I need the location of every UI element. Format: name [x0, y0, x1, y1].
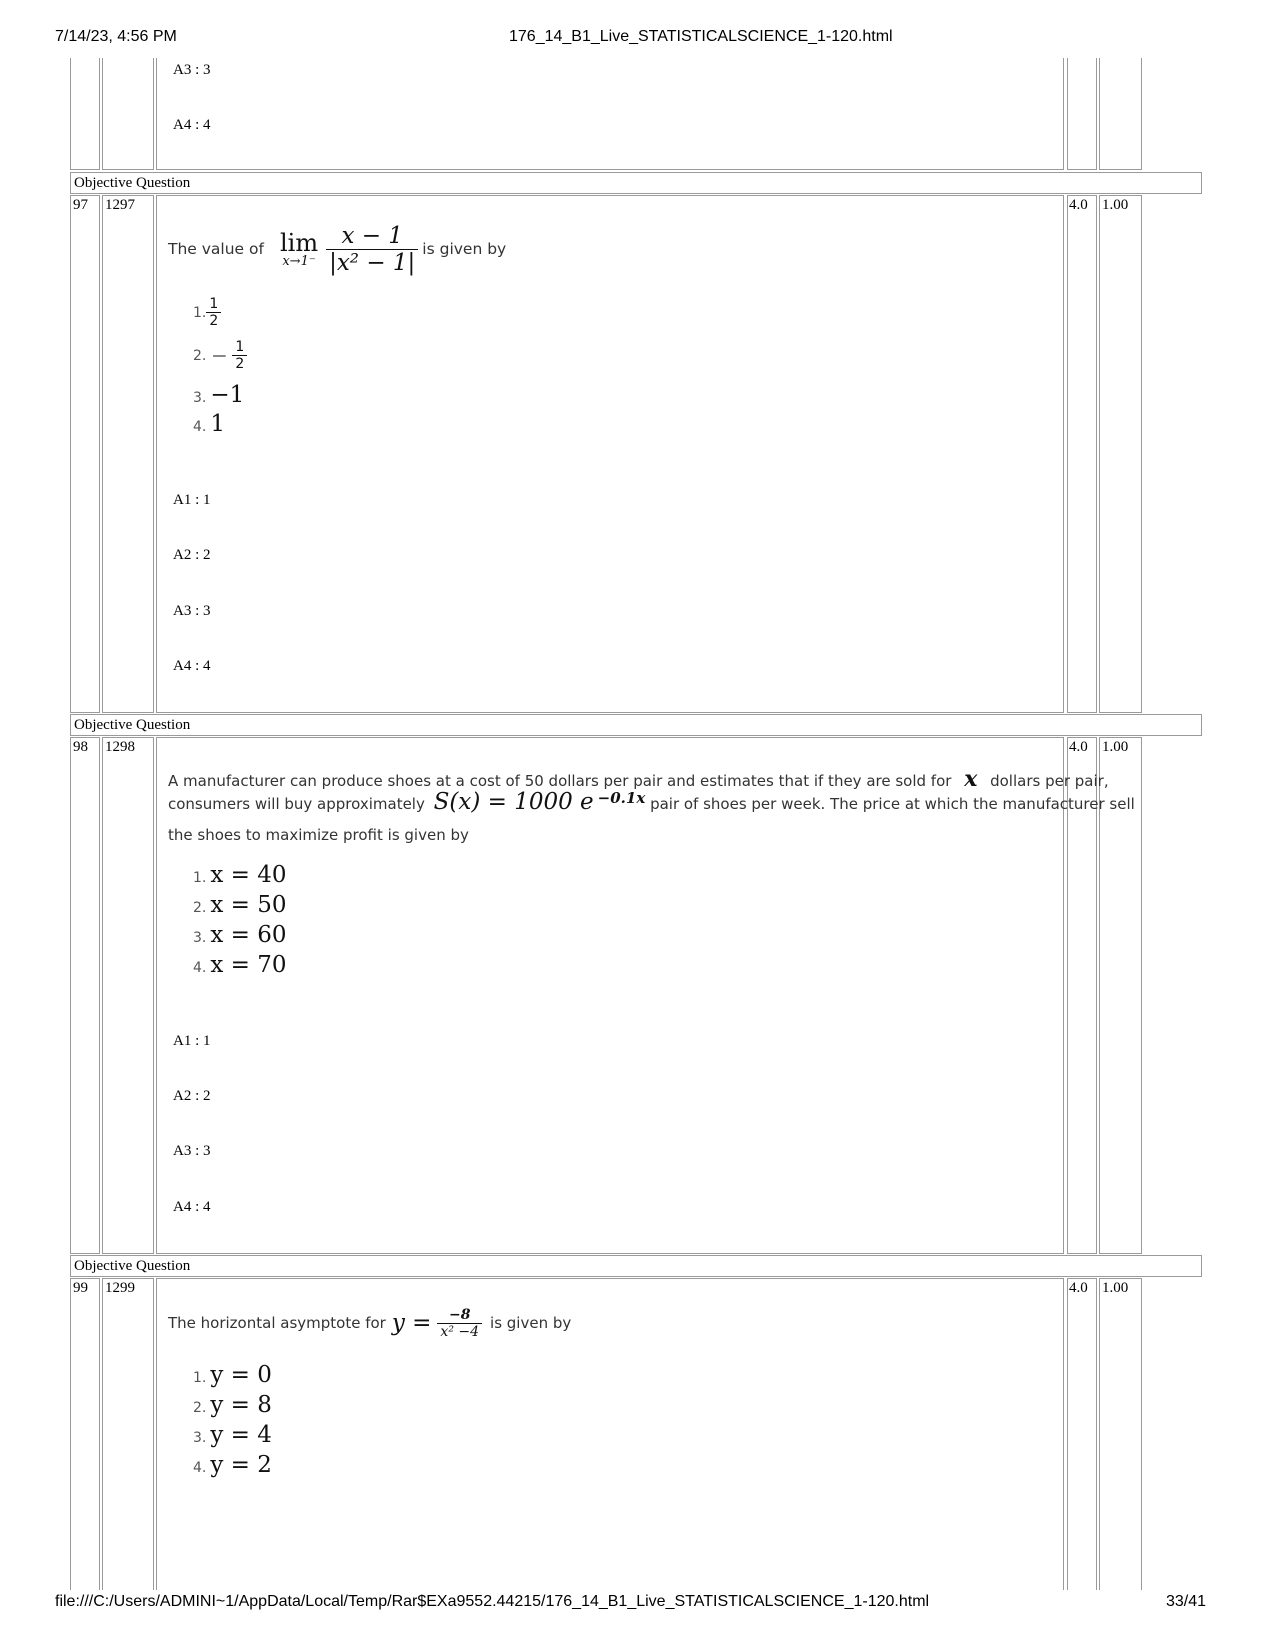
negative-marks: 1.00 — [1102, 197, 1129, 213]
option-2: 2. y = 8 — [193, 1392, 272, 1418]
marks: 4.0 — [1069, 1280, 1088, 1296]
option-2: 2. — $\frac{1}{2}$ — [193, 339, 247, 372]
option-1: 1. y = 0 — [193, 1362, 272, 1388]
answer-key: A2 : 2 — [173, 1088, 211, 1104]
answer-key: A2 : 2 — [173, 547, 211, 563]
limit-fraction: $\frac{x - 1}{\text{|x² − 1|}}$ — [326, 223, 418, 276]
answer-key: A3 : 3 — [173, 603, 211, 619]
limit-operator: lim x→1⁻ — [279, 228, 319, 269]
asymptote-fraction: $\frac{-8}{\text{x² −4}}$ — [437, 1307, 482, 1340]
option-4: 4. y = 2 — [193, 1452, 272, 1478]
option-1: 1. $\frac{1}{2}$ — [193, 296, 221, 329]
answer-key: A1 : 1 — [173, 1033, 211, 1049]
answer-key: A4 : 4 — [173, 117, 211, 133]
option-3: 3. −1 — [193, 382, 245, 408]
question-id: 1297 — [105, 197, 135, 213]
serial-number: 98 — [73, 739, 88, 755]
print-page-number: 33/41 — [1166, 1593, 1207, 1610]
question-text-line-1: A manufacturer can produce shoes at a cost of 50 dollars per pair and estimates that if they are sold for x dollars per pair, — [168, 766, 1109, 792]
negative-marks: 1.00 — [1102, 739, 1129, 755]
question-text: The value of lim x→1⁻ $\frac{x - 1}{\text{|x² − 1|}}$ is given by — [168, 222, 507, 276]
section-label: Objective Question — [70, 714, 1202, 736]
section-label: Objective Question — [70, 172, 1202, 194]
question-text: The horizontal asymptote for y = $\frac{-8}{\text{x² −4}}$ is given by — [168, 1306, 572, 1340]
answer-key: A4 : 4 — [173, 658, 211, 674]
option-2: 2. x = 50 — [193, 892, 287, 918]
negative-marks: 1.00 — [1102, 1280, 1129, 1296]
print-file-path: file:///C:/Users/ADMINI~1/AppData/Local/Temp/Rar$EXa9552.44215/176_14_B1_Live_STATISTICALSCIENCE_1-120.html — [55, 1593, 930, 1610]
section-label: Objective Question — [70, 1255, 1202, 1277]
marks: 4.0 — [1069, 197, 1088, 213]
option-3: 3. y = 4 — [193, 1422, 272, 1448]
option-1: 1. x = 40 — [193, 862, 287, 888]
print-doc-title: 176_14_B1_Live_STATISTICALSCIENCE_1-120.html — [509, 28, 893, 45]
question-text-line-2: consumers will buy approximately S(x) = 1000 e $^{-0.1x}$ pair of shoes per week. The price at which the manufacturer sell — [168, 789, 1135, 815]
answer-key: A1 : 1 — [173, 492, 211, 508]
serial-number: 99 — [73, 1280, 88, 1296]
answer-key: A3 : 3 — [173, 1143, 211, 1159]
question-id: 1298 — [105, 739, 135, 755]
question-id: 1299 — [105, 1280, 135, 1296]
marks: 4.0 — [1069, 739, 1088, 755]
print-datetime: 7/14/23, 4:56 PM — [55, 28, 177, 45]
serial-number: 97 — [73, 197, 88, 213]
answer-key: A3 : 3 — [173, 62, 211, 78]
answer-key: A4 : 4 — [173, 1199, 211, 1215]
option-3: 3. x = 60 — [193, 922, 287, 948]
option-4: 4. 1 — [193, 411, 225, 437]
option-4: 4. x = 70 — [193, 952, 287, 978]
question-text-line-3: the shoes to maximize profit is given by — [168, 826, 469, 844]
